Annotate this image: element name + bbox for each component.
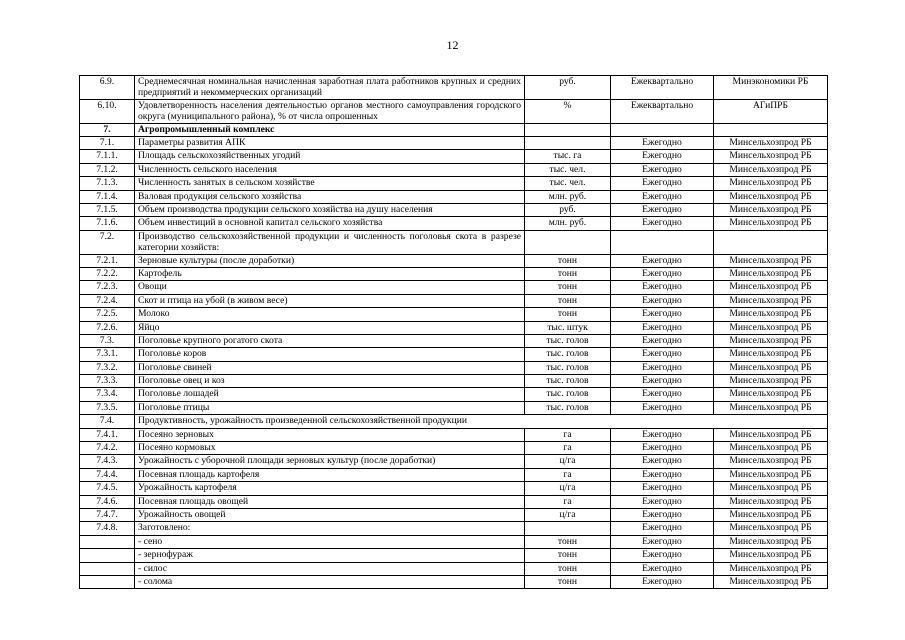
source-cell: Минсельхозпрод РБ: [714, 177, 828, 190]
source-cell: Минсельхозпрод РБ: [714, 455, 828, 468]
table-row: [80, 348, 828, 361]
periodicity-cell: Ежегодно: [611, 562, 714, 575]
indicator-name-cell: Численность занятых в сельском хозяйстве: [135, 177, 525, 190]
row-number-cell: 7.4.8.: [80, 522, 135, 535]
indicator-name-cell: Урожайность картофеля: [135, 482, 525, 495]
table-row: [80, 334, 828, 347]
row-number-cell: 7.1.6.: [80, 217, 135, 230]
periodicity-cell: Ежегодно: [611, 401, 714, 414]
unit-cell: тонн: [525, 294, 611, 307]
table-row: [80, 217, 828, 230]
unit-cell: тонн: [525, 281, 611, 294]
periodicity-cell: Ежегодно: [611, 334, 714, 347]
source-cell: Минсельхозпрод РБ: [714, 375, 828, 388]
indicator-name-cell: Поголовье овец и коз: [135, 375, 525, 388]
row-number-cell: 7.4.4.: [80, 468, 135, 481]
indicator-name-cell: Яйцо: [135, 321, 525, 334]
indicator-name-cell: Объем производства продукции сельского хозяйства на душу населения: [135, 203, 525, 216]
unit-cell: ц/га: [525, 482, 611, 495]
source-cell: [714, 230, 828, 254]
table-row: [80, 137, 828, 150]
source-cell: Минсельхозпрод РБ: [714, 468, 828, 481]
row-number-cell: 7.4.5.: [80, 482, 135, 495]
unit-cell: га: [525, 495, 611, 508]
periodicity-cell: Ежегодно: [611, 150, 714, 163]
table-row: [80, 123, 828, 136]
table-row: [80, 495, 828, 508]
row-number-cell: [80, 575, 135, 588]
source-cell: Минсельхозпрод РБ: [714, 203, 828, 216]
page-number: 12: [446, 38, 459, 52]
indicator-name-cell: Урожайность с уборочной площади зерновых культур (после доработки): [135, 455, 525, 468]
table-row: [80, 468, 828, 481]
unit-cell: тонн: [525, 535, 611, 548]
indicator-name-cell: - силос: [135, 562, 525, 575]
indicator-name-cell: Овощи: [135, 281, 525, 294]
unit-cell: [525, 522, 611, 535]
indicator-name-cell: Продуктивность, урожайность произведенной сельскохозяйственной продукции: [135, 415, 828, 428]
periodicity-cell: Ежегодно: [611, 203, 714, 216]
periodicity-cell: [611, 123, 714, 136]
periodicity-cell: Ежегодно: [611, 163, 714, 176]
indicator-name-cell: Картофель: [135, 267, 525, 280]
source-cell: Минсельхозпрод РБ: [714, 348, 828, 361]
source-cell: Минсельхозпрод РБ: [714, 562, 828, 575]
row-number-cell: 6.10.: [80, 99, 135, 123]
indicator-name-cell: - солома: [135, 575, 525, 588]
periodicity-cell: Ежеквартально: [611, 76, 714, 100]
unit-cell: ц/га: [525, 508, 611, 521]
unit-cell: га: [525, 428, 611, 441]
indicator-name-cell: Объем инвестиций в основной капитал сельского хозяйства: [135, 217, 525, 230]
indicator-name-cell: Молоко: [135, 308, 525, 321]
unit-cell: млн. руб.: [525, 190, 611, 203]
source-cell: Минсельхозпрод РБ: [714, 321, 828, 334]
unit-cell: тонн: [525, 549, 611, 562]
row-number-cell: 6.9.: [80, 76, 135, 100]
table-row: [80, 562, 828, 575]
row-number-cell: [80, 549, 135, 562]
source-cell: Минсельхозпрод РБ: [714, 401, 828, 414]
periodicity-cell: Ежегодно: [611, 254, 714, 267]
row-number-cell: 7.4.1.: [80, 428, 135, 441]
indicator-name-cell: Поголовье крупного рогатого скота: [135, 334, 525, 347]
indicator-name-cell: Поголовье свиней: [135, 361, 525, 374]
table-row: [80, 361, 828, 374]
indicators-table: [79, 75, 828, 589]
source-cell: Минсельхозпрод РБ: [714, 535, 828, 548]
row-number-cell: 7.3.3.: [80, 375, 135, 388]
source-cell: Минсельхозпрод РБ: [714, 508, 828, 521]
indicator-name-cell: - сено: [135, 535, 525, 548]
unit-cell: млн. руб.: [525, 217, 611, 230]
source-cell: АГиПРБ: [714, 99, 828, 123]
unit-cell: тыс. га: [525, 150, 611, 163]
periodicity-cell: Ежегодно: [611, 442, 714, 455]
table-row: [80, 281, 828, 294]
periodicity-cell: Ежегодно: [611, 375, 714, 388]
table-row: [80, 294, 828, 307]
table-row: [80, 267, 828, 280]
source-cell: Минсельхозпрод РБ: [714, 217, 828, 230]
unit-cell: тыс. голов: [525, 388, 611, 401]
unit-cell: тонн: [525, 308, 611, 321]
table-row: [80, 388, 828, 401]
unit-cell: руб.: [525, 203, 611, 216]
row-number-cell: 7.2.5.: [80, 308, 135, 321]
periodicity-cell: Ежеквартально: [611, 99, 714, 123]
source-cell: Минсельхозпрод РБ: [714, 428, 828, 441]
source-cell: Минсельхозпрод РБ: [714, 361, 828, 374]
unit-cell: тыс. голов: [525, 401, 611, 414]
unit-cell: [525, 123, 611, 136]
row-number-cell: 7.1.5.: [80, 203, 135, 216]
indicator-name-cell: Поголовье птицы: [135, 401, 525, 414]
indicator-name-cell: - зернофураж: [135, 549, 525, 562]
source-cell: Минсельхозпрод РБ: [714, 150, 828, 163]
periodicity-cell: Ежегодно: [611, 468, 714, 481]
row-number-cell: 7.2.1.: [80, 254, 135, 267]
row-number-cell: 7.2.2.: [80, 267, 135, 280]
row-number-cell: 7.2.4.: [80, 294, 135, 307]
unit-cell: тыс. голов: [525, 334, 611, 347]
row-number-cell: [80, 562, 135, 575]
table-row: [80, 163, 828, 176]
source-cell: Минсельхозпрод РБ: [714, 137, 828, 150]
periodicity-cell: Ежегодно: [611, 482, 714, 495]
indicator-name-cell: Поголовье лошадей: [135, 388, 525, 401]
table-row: [80, 99, 828, 123]
table-row: [80, 230, 828, 254]
source-cell: Минсельхозпрод РБ: [714, 482, 828, 495]
table-row: [80, 442, 828, 455]
source-cell: Минсельхозпрод РБ: [714, 308, 828, 321]
periodicity-cell: Ежегодно: [611, 495, 714, 508]
source-cell: [714, 123, 828, 136]
row-number-cell: 7.3.5.: [80, 401, 135, 414]
row-number-cell: 7.4.6.: [80, 495, 135, 508]
row-number-cell: 7.3.4.: [80, 388, 135, 401]
row-number-cell: 7.3.2.: [80, 361, 135, 374]
indicator-name-cell: Посеяно кормовых: [135, 442, 525, 455]
source-cell: Минсельхозпрод РБ: [714, 281, 828, 294]
indicator-name-cell: Валовая продукция сельского хозяйства: [135, 190, 525, 203]
indicator-name-cell: Посевная площадь картофеля: [135, 468, 525, 481]
unit-cell: тонн: [525, 575, 611, 588]
periodicity-cell: Ежегодно: [611, 217, 714, 230]
source-cell: Минсельхозпрод РБ: [714, 549, 828, 562]
table-row: [80, 522, 828, 535]
row-number-cell: 7.1.1.: [80, 150, 135, 163]
periodicity-cell: Ежегодно: [611, 388, 714, 401]
unit-cell: га: [525, 442, 611, 455]
table-row: [80, 482, 828, 495]
periodicity-cell: Ежегодно: [611, 294, 714, 307]
source-cell: Минсельхозпрод РБ: [714, 254, 828, 267]
table-row: [80, 415, 828, 428]
periodicity-cell: Ежегодно: [611, 535, 714, 548]
row-number-cell: 7.1.: [80, 137, 135, 150]
source-cell: Минсельхозпрод РБ: [714, 163, 828, 176]
row-number-cell: 7.3.: [80, 334, 135, 347]
table-row: [80, 455, 828, 468]
periodicity-cell: Ежегодно: [611, 137, 714, 150]
indicator-name-cell: Посеяно зерновых: [135, 428, 525, 441]
row-number-cell: 7.4.: [80, 415, 135, 428]
periodicity-cell: Ежегодно: [611, 361, 714, 374]
periodicity-cell: Ежегодно: [611, 428, 714, 441]
table-row: [80, 308, 828, 321]
unit-cell: тонн: [525, 562, 611, 575]
periodicity-cell: Ежегодно: [611, 575, 714, 588]
table-row: [80, 190, 828, 203]
indicator-name-cell: Урожайность овощей: [135, 508, 525, 521]
source-cell: Минсельхозпрод РБ: [714, 294, 828, 307]
row-number-cell: 7.1.4.: [80, 190, 135, 203]
source-cell: Минсельхозпрод РБ: [714, 522, 828, 535]
table-row: [80, 254, 828, 267]
unit-cell: тыс. чел.: [525, 163, 611, 176]
periodicity-cell: Ежегодно: [611, 281, 714, 294]
row-number-cell: 7.2.3.: [80, 281, 135, 294]
source-cell: Минсельхозпрод РБ: [714, 575, 828, 588]
source-cell: Минсельхозпрод РБ: [714, 334, 828, 347]
row-number-cell: [80, 535, 135, 548]
indicator-name-cell: Численность сельского населения: [135, 163, 525, 176]
table-row: [80, 150, 828, 163]
row-number-cell: 7.4.7.: [80, 508, 135, 521]
periodicity-cell: Ежегодно: [611, 190, 714, 203]
periodicity-cell: Ежегодно: [611, 308, 714, 321]
row-number-cell: 7.4.2.: [80, 442, 135, 455]
unit-cell: тыс. голов: [525, 375, 611, 388]
indicator-name-cell: Среднемесячная номинальная начисленная заработная плата работников крупных и средних предприятий и некоммерческих организаций: [135, 76, 525, 100]
table-row: [80, 535, 828, 548]
unit-cell: тонн: [525, 254, 611, 267]
table-row: [80, 203, 828, 216]
indicator-name-cell: Зерновые культуры (после доработки): [135, 254, 525, 267]
table-row: [80, 428, 828, 441]
indicator-name-cell: Заготовлено:: [135, 522, 525, 535]
row-number-cell: 7.: [80, 123, 135, 136]
source-cell: Минсельхозпрод РБ: [714, 495, 828, 508]
periodicity-cell: Ежегодно: [611, 177, 714, 190]
indicator-name-cell: Производство сельскохозяйственной продукции и численность поголовья скота в разрезе категории хозяйств:: [135, 230, 525, 254]
row-number-cell: 7.2.: [80, 230, 135, 254]
row-number-cell: 7.2.6.: [80, 321, 135, 334]
unit-cell: тыс. чел.: [525, 177, 611, 190]
table-row: [80, 401, 828, 414]
source-cell: Минэкономики РБ: [714, 76, 828, 100]
row-number-cell: 7.3.1.: [80, 348, 135, 361]
row-number-cell: 7.4.3.: [80, 455, 135, 468]
table-row: [80, 321, 828, 334]
indicator-name-cell: Скот и птица на убой (в живом весе): [135, 294, 525, 307]
periodicity-cell: Ежегодно: [611, 508, 714, 521]
source-cell: Минсельхозпрод РБ: [714, 190, 828, 203]
indicator-name-cell: Агропромышленный комплекс: [135, 123, 525, 136]
row-number-cell: 7.1.3.: [80, 177, 135, 190]
table-row: [80, 375, 828, 388]
indicator-name-cell: Посевная площадь овощей: [135, 495, 525, 508]
periodicity-cell: Ежегодно: [611, 267, 714, 280]
row-number-cell: 7.1.2.: [80, 163, 135, 176]
unit-cell: тонн: [525, 267, 611, 280]
unit-cell: га: [525, 468, 611, 481]
periodicity-cell: Ежегодно: [611, 549, 714, 562]
indicator-name-cell: Поголовье коров: [135, 348, 525, 361]
unit-cell: тыс. штук: [525, 321, 611, 334]
table-row: [80, 575, 828, 588]
table-row: [80, 76, 828, 100]
unit-cell: %: [525, 99, 611, 123]
unit-cell: руб.: [525, 76, 611, 100]
indicator-name-cell: Площадь сельскохозяйственных угодий: [135, 150, 525, 163]
periodicity-cell: Ежегодно: [611, 455, 714, 468]
periodicity-cell: [611, 230, 714, 254]
unit-cell: ц/га: [525, 455, 611, 468]
source-cell: Минсельхозпрод РБ: [714, 267, 828, 280]
indicator-name-cell: Удовлетворенность населения деятельностью органов местного самоуправления городского округа (муниципального района), % от числа опрошенных: [135, 99, 525, 123]
periodicity-cell: Ежегодно: [611, 348, 714, 361]
unit-cell: тыс. голов: [525, 361, 611, 374]
periodicity-cell: Ежегодно: [611, 522, 714, 535]
table-row: [80, 508, 828, 521]
unit-cell: [525, 230, 611, 254]
unit-cell: тыс. голов: [525, 348, 611, 361]
periodicity-cell: Ежегодно: [611, 321, 714, 334]
unit-cell: [525, 137, 611, 150]
table-row: [80, 549, 828, 562]
source-cell: Минсельхозпрод РБ: [714, 388, 828, 401]
source-cell: Минсельхозпрод РБ: [714, 442, 828, 455]
indicator-name-cell: Параметры развития АПК: [135, 137, 525, 150]
table-row: [80, 177, 828, 190]
